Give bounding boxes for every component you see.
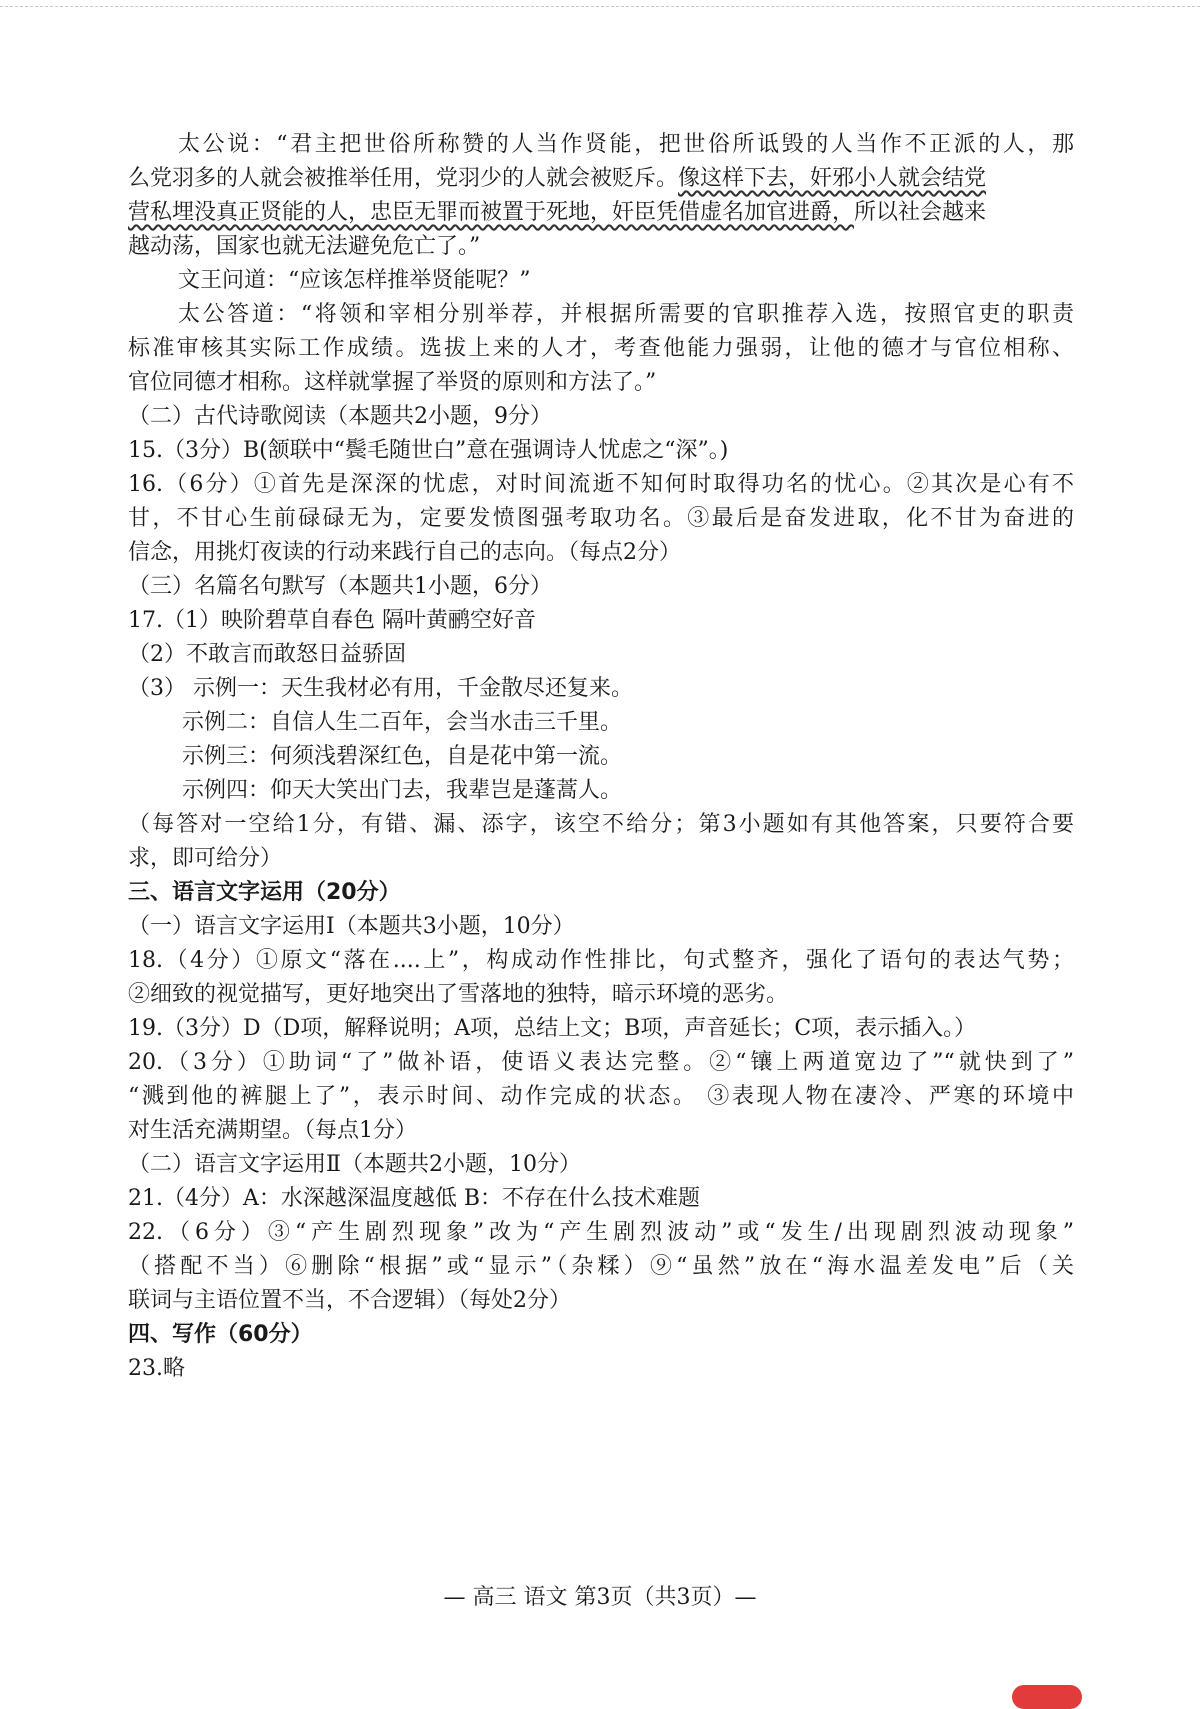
passage-line: 文王问道：“应该怎样推举贤能呢？” <box>178 268 531 293</box>
answer-q20-line: 对生活充满期望。（每点1分） <box>128 1118 417 1143</box>
section-header: （二）语言文字运用Ⅱ（本题共2小题，10分） <box>128 1152 581 1177</box>
page-footer: — 高三 语文 第3页（共3页）— <box>443 1585 757 1610</box>
answer-page <box>128 128 1074 1386</box>
passage-line: 太公答道：“将领和宰相分别举荐，并根据所需要的官职推荐入选，按照官吏的职责 <box>178 302 1074 327</box>
corner-badge-shape <box>1012 1685 1082 1709</box>
answer-q16-line: 16.（6分）①首先是深深的忧虑，对时间流逝不知何时取得功名的忧心。②其次是心有不 <box>128 472 1074 497</box>
passage-line: 官位同德才相称。这样就掌握了举贤的原则和方法了。” <box>128 370 657 395</box>
answer-q17-1: 17.（1）映阶碧草自春色 隔叶黄鹂空好音 <box>128 608 536 633</box>
wavy-underlined-text: 像这样下去，奸邪小人就会结党 <box>678 166 987 191</box>
answer-q16-line: 甘，不甘心生前碌碌无为，定要发愤图强考取功名。③最后是奋发进取，化不甘为奋进的 <box>128 506 1074 531</box>
top-scan-rule <box>0 6 1200 7</box>
answer-q23: 23.略 <box>128 1356 185 1381</box>
passage-text: 所以社会越来 <box>854 200 987 225</box>
answer-q16-line: 信念，用挑灯夜读的行动来践行自己的志向。（每点2分） <box>128 540 681 565</box>
section-header: （三）名篇名句默写（本题共1小题，6分） <box>128 574 552 599</box>
passage-text: 么党羽多的人就会被推举任用，党羽少的人就会被贬斥。 <box>128 166 679 191</box>
section-header: （二）古代诗歌阅读（本题共2小题，9分） <box>128 404 552 429</box>
answer-q22-line: （搭配不当）⑥删除“根据”或“显示”（杂糅）⑨“虽然”放在“海水温差发电”后（关 <box>128 1254 1074 1279</box>
answer-q20-line: “溅到他的裤腿上了”，表示时间、动作完成的状态。 ③表现人物在凄冷、严寒的环境中 <box>128 1084 1074 1109</box>
answer-q17-example: 示例二：自信人生二百年，会当水击三千里。 <box>182 710 623 735</box>
section-header-bold: 四、写作（60分） <box>128 1322 313 1347</box>
answer-q15: 15.（3分）B(颔联中“鬓毛随世白”意在强调诗人忧虑之“深”。) <box>128 438 729 463</box>
answer-q17-example: 示例三：何须浅碧深红色，自是花中第一流。 <box>182 744 623 769</box>
section-header: （一）语言文字运用Ⅰ（本题共3小题，10分） <box>128 914 575 939</box>
answer-q17-2: （2）不敢言而敢怒日益骄固 <box>128 642 406 667</box>
passage-line <box>128 162 1074 196</box>
answer-q17-note: 求，即可给分） <box>128 846 283 871</box>
answer-q22-line: 联词与主语位置不当，不合逻辑）（每处2分） <box>128 1288 571 1313</box>
passage-line <box>128 196 1074 230</box>
answer-q17-example: 示例四：仰天大笑出门去，我辈岂是蓬蒿人。 <box>182 778 623 803</box>
answer-q19: 19.（3分）D（D项，解释说明；A项，总结上文；B项，声音延长；C项，表示插入。） <box>128 1016 977 1041</box>
answer-q17-3: （3） 示例一：天生我材必有用，千金散尽还复来。 <box>128 676 633 701</box>
passage-line: 太公说：“君主把世俗所称赞的人当作贤能，把世俗所诋毁的人当作不正派的人，那 <box>178 132 1074 157</box>
answer-q22-line: 22.（6分）③“产生剧烈现象”改为“产生剧烈波动”或“发生/出现剧烈波动现象” <box>128 1220 1074 1245</box>
answer-q17-note: （每答对一空给1分，有错、漏、添字，该空不给分；第3小题如有其他答案，只要符合要 <box>128 812 1074 837</box>
answer-q18-line: ②细致的视觉描写，更好地突出了雪落地的独特，暗示环境的恶劣。 <box>128 982 789 1007</box>
wavy-underlined-text: 营私埋没真正贤能的人，忠臣无罪而被置于死地，奸臣凭借虚名加官进爵， <box>128 200 855 225</box>
answer-q21: 21.（4分）A：水深越深温度越低 B：不存在什么技术难题 <box>128 1186 701 1211</box>
passage-line: 标准审核其实际工作成绩。选拔上来的人才，考查他能力强弱，让他的德才与官位相称、 <box>128 336 1074 361</box>
section-header-bold: 三、语言文字运用（20分） <box>128 880 401 905</box>
answer-q18-line: 18.（4分）①原文“落在....上”，构成动作性排比，句式整齐，强化了语句的表达气势； <box>128 948 1074 973</box>
answer-q20-line: 20.（3分）①助词“了”做补语，使语义表达完整。②“镶上两道宽边了”“就快到了” <box>128 1050 1074 1075</box>
passage-line: 越动荡，国家也就无法避免危亡了。” <box>128 234 481 259</box>
